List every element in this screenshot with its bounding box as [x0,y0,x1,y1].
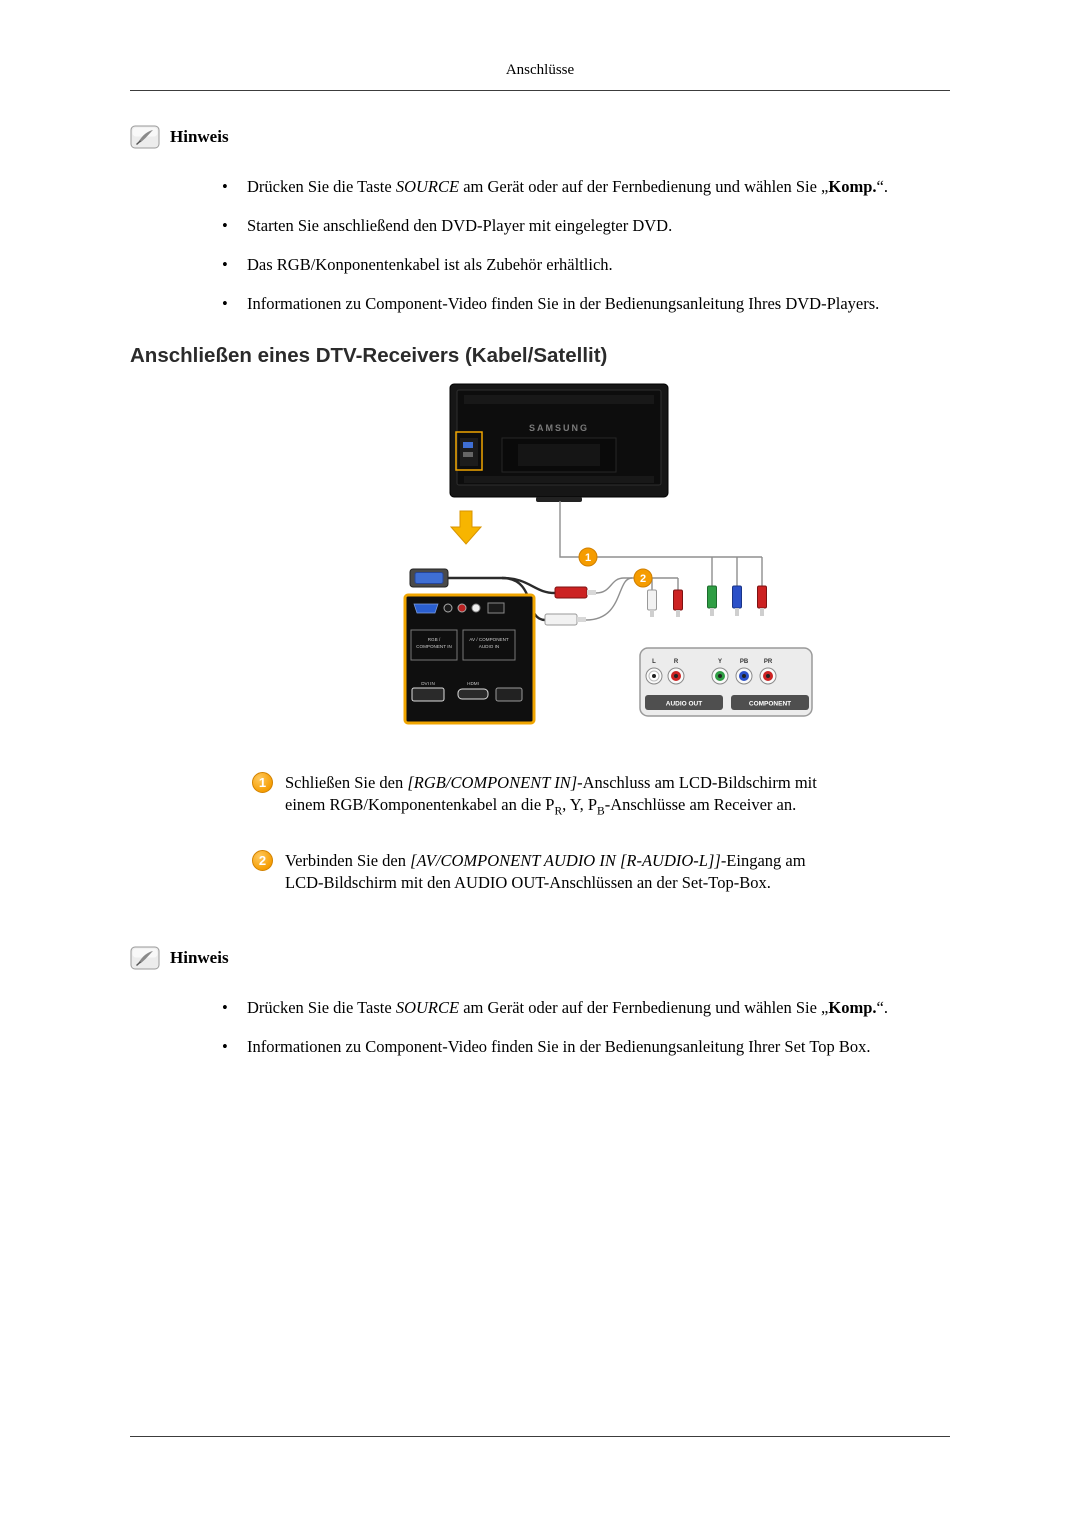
step-2-badge: 2 [252,850,273,871]
lcd-connection-panel [405,595,534,723]
port-label-r: R [673,659,679,665]
audio-jack-port [444,604,452,612]
panel-label-component-in: COMPONENT IN [416,644,452,649]
note-item-text: Drücken Sie die Taste SOURCE am Gerät oder auf der Fernbedienung und wählen Sie „Komp.“. [247,998,888,1018]
dvi-port [412,688,444,701]
down-arrow-icon [451,511,481,544]
section-title: Anschließen eines DTV-Receivers (Kabel/Satellit) [130,344,608,367]
note-item [222,294,950,314]
monitor-illustration [450,384,668,502]
bullet-marker: • [222,255,228,274]
port-label-l: L [652,659,656,665]
note-item-text: Informationen zu Component-Video finden Sie in der Bedienungsanleitung Ihres DVD-Players. [247,294,880,313]
running-head: Anschlüsse [505,62,575,78]
steps-section [130,772,950,894]
step-row-2 [252,850,950,894]
panel-label-av-component: AV / COMPONENT [469,637,509,642]
svideo-port [488,603,504,613]
port-label-y: Y [717,659,723,665]
step-1-text: Schließen Sie den [RGB/COMPONENT IN]-Anschluss am LCD-Bildschirm mit einem RGB/Komponentenkabel an die $P_R$, Y, $P_B$-Anschlüsse am Receiver an. [285,773,817,818]
vga-connector [410,569,448,587]
note-title: Hinweis [170,948,229,968]
note-title: Hinweis [170,127,229,146]
panel-label-hdmi: HDMI [467,681,479,686]
svg-text:2: 2 [639,573,647,585]
note-item-text: Das RGB/Konponentenkabel ist als Zubehör erhältlich. [247,255,613,274]
rca-white-port [472,604,480,612]
vga-port [414,604,438,613]
note-item [222,1037,950,1057]
panel-label-rgb: RGB / [427,637,441,642]
page-content [130,125,950,1057]
note-item-text: Informationen zu Component-Video finden Sie in der Bedienungsanleitung Ihrer Set Top Box. [247,1037,871,1057]
callout-badge-2 [634,569,652,587]
note-list-2 [130,998,950,1057]
bullet-marker: • [222,294,228,313]
note-item [222,177,950,197]
rca-red-port [458,604,466,612]
note-section-2-header [130,946,950,970]
note-pen-icon [130,946,160,970]
bullet-marker: • [222,216,228,235]
footer-rule [130,1436,950,1437]
panel-label-dvi-in: DVI IN [421,681,435,686]
component-plugs [708,586,767,616]
step-row-1 [252,772,950,822]
callout-badge-1 [579,548,597,566]
note-pen-icon [130,125,160,149]
hdmi-port [458,689,488,699]
component-label: COMPONENT [748,700,792,708]
port-label-pr: PR [763,659,773,665]
receiver-panel [640,648,812,716]
audio-plugs-right [648,590,683,617]
header-rule [130,90,950,91]
svg-text:1: 1 [584,552,592,564]
bullet-marker: • [222,177,228,196]
panel-label-audio-in: AUDIO IN [478,644,500,649]
step-2-text: Verbinden Sie den [AV/COMPONENT AUDIO IN [R-AUDIO-L]]-Eingang am LCD-Bildschirm mit den AUDIO OUT-Anschlüssen an der Set-Top-Box. [285,851,806,893]
note-item-text: Drücken Sie die Taste SOURCE am Gerät oder auf der Fernbedienung und wählen Sie „Komp.“. [247,177,888,196]
audio-out-label: AUDIO OUT [665,700,703,708]
bullet-marker: • [222,1037,228,1057]
extra-port [496,688,522,701]
note-item [222,216,950,236]
connection-diagram [402,380,822,732]
note-list-1 [130,177,950,314]
note-item [222,255,950,275]
samsung-logo: SAMSUNG [528,423,590,433]
bullet-marker: • [222,998,228,1018]
step-1-badge: 1 [252,772,273,793]
note-item [222,998,950,1018]
port-label-pb: PB [739,659,749,665]
note-item-text: Starten Sie anschließend den DVD-Player mit eingelegter DVD. [247,216,673,235]
note-section-1-header [130,125,950,149]
